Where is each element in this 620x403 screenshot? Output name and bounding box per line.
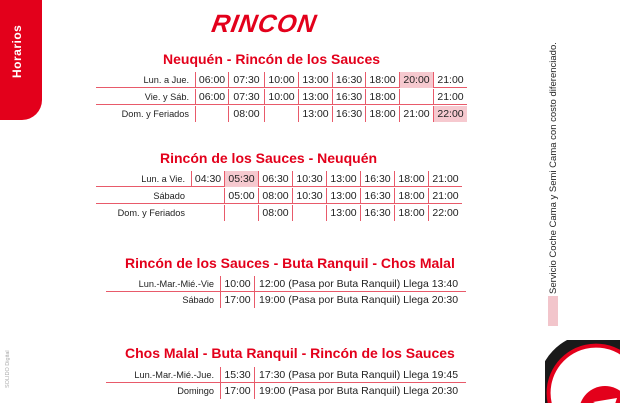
time-cell <box>292 205 326 221</box>
arrival-detail-cell: 12:00 (Pasa por Buta Ranquil) Llega 13:40 <box>254 276 466 292</box>
time-cell-highlighted: 05:30 <box>224 171 258 187</box>
arrival-detail-cell: 17:30 (Pasa por Buta Ranquil) Llega 19:45 <box>254 367 466 383</box>
time-cell: 21:00 <box>399 106 433 122</box>
time-cell: 13:00 <box>326 205 360 221</box>
time-cell: 10:00 <box>264 72 298 88</box>
service-note: Servicio Coche Cama y Semi Cama con costo diferenciado. <box>548 42 559 294</box>
table-row <box>96 188 462 204</box>
logo-text: RINCON <box>209 10 320 38</box>
rincon-logo <box>209 10 342 38</box>
row-day: Dom. y Feriados <box>117 208 185 218</box>
row-day: Lun.-Mar.-Mié.-Jue. <box>134 369 214 380</box>
time-cell: 13:00 <box>326 171 360 187</box>
time-cell: 07:30 <box>228 89 264 105</box>
time-cell: 18:00 <box>394 171 428 187</box>
table-row <box>96 89 467 105</box>
section-title-chos-malal-rincon: Chos Malal - Buta Ranquil - Rincón de los Sauces <box>125 345 455 361</box>
design-credit: SOLIDO Digital <box>5 350 11 388</box>
time-cell: 18:00 <box>394 205 428 221</box>
side-accent-bar <box>548 296 558 326</box>
time-cell: 10:30 <box>292 188 326 204</box>
row-day: Dom. y Feriados <box>121 109 189 119</box>
time-cell-highlighted: 20:00 <box>399 72 433 88</box>
time-cell <box>264 106 298 122</box>
horarios-tab <box>0 0 42 120</box>
time-cell: 18:00 <box>365 106 399 122</box>
time-cell <box>195 106 228 122</box>
table-row <box>106 292 466 308</box>
time-cell: 21:00 <box>428 188 462 204</box>
row-day: Lun. a Jue. <box>143 74 189 85</box>
time-cell-highlighted: 22:00 <box>433 106 467 122</box>
time-cell: 07:30 <box>228 72 264 88</box>
section-title-rincon-chos-malal: Rincón de los Sauces - Buta Ranquil - Chos Malal <box>125 255 455 271</box>
section-title-rincon-neuquen: Rincón de los Sauces - Neuquén <box>160 150 378 166</box>
time-cell: 08:00 <box>258 205 292 221</box>
section-title-neuquen-rincon: Neuquén - Rincón de los Sauces <box>163 51 381 67</box>
table-row <box>96 205 462 221</box>
arrival-detail-cell: 19:00 (Pasa por Buta Ranquil) Llega 20:30 <box>254 292 466 308</box>
time-cell: 06:30 <box>258 171 292 187</box>
row-day: Sábado <box>153 190 185 201</box>
row-day: Lun. a Vie. <box>141 173 185 184</box>
horarios-label: Horarios <box>10 24 24 78</box>
time-cell: 13:00 <box>298 89 332 105</box>
time-cell: 08:00 <box>258 188 292 204</box>
time-cell: 16:30 <box>360 188 394 204</box>
time-cell: 16:30 <box>332 89 365 105</box>
time-cell: 06:00 <box>195 89 228 105</box>
table-row <box>106 383 466 399</box>
time-cell: 21:00 <box>433 89 467 105</box>
departure-cell: 17:00 <box>220 383 254 399</box>
table-row <box>96 171 462 187</box>
departure-cell: 10:00 <box>220 276 254 292</box>
time-cell: 21:00 <box>428 171 462 187</box>
table-row <box>106 367 466 383</box>
time-cell: 13:00 <box>298 106 332 122</box>
departure-cell: 15:30 <box>220 367 254 383</box>
time-cell: 05:00 <box>224 188 258 204</box>
brand-emblem-icon <box>545 340 620 403</box>
time-cell <box>191 188 224 204</box>
table-row <box>106 276 466 292</box>
time-cell <box>399 89 433 105</box>
time-cell: 22:00 <box>428 205 462 221</box>
time-cell <box>224 205 258 221</box>
time-cell: 18:00 <box>365 72 399 88</box>
time-cell: 16:30 <box>332 106 365 122</box>
row-day: Domingo <box>177 386 214 396</box>
time-cell: 08:00 <box>228 106 264 122</box>
time-cell: 16:30 <box>360 171 394 187</box>
time-cell: 21:00 <box>433 72 467 88</box>
table-row <box>96 106 467 122</box>
time-cell: 18:00 <box>365 89 399 105</box>
time-cell: 13:00 <box>298 72 332 88</box>
time-cell: 16:30 <box>360 205 394 221</box>
time-cell: 16:30 <box>332 72 365 88</box>
time-cell: 18:00 <box>394 188 428 204</box>
arrival-detail-cell: 19:00 (Pasa por Buta Ranquil) Llega 20:30 <box>254 383 466 399</box>
row-day: Vie. y Sáb. <box>144 91 189 102</box>
time-cell: 04:30 <box>191 171 224 187</box>
time-cell: 10:00 <box>264 89 298 105</box>
departure-cell: 17:00 <box>220 292 254 308</box>
time-cell: 06:00 <box>195 72 228 88</box>
time-cell <box>191 205 224 221</box>
time-cell: 13:00 <box>326 188 360 204</box>
table-row <box>96 72 467 88</box>
row-day: Lun.-Mar.-Mié.-Vie <box>138 278 214 289</box>
time-cell: 10:30 <box>292 171 326 187</box>
row-day: Sábado <box>182 295 214 305</box>
